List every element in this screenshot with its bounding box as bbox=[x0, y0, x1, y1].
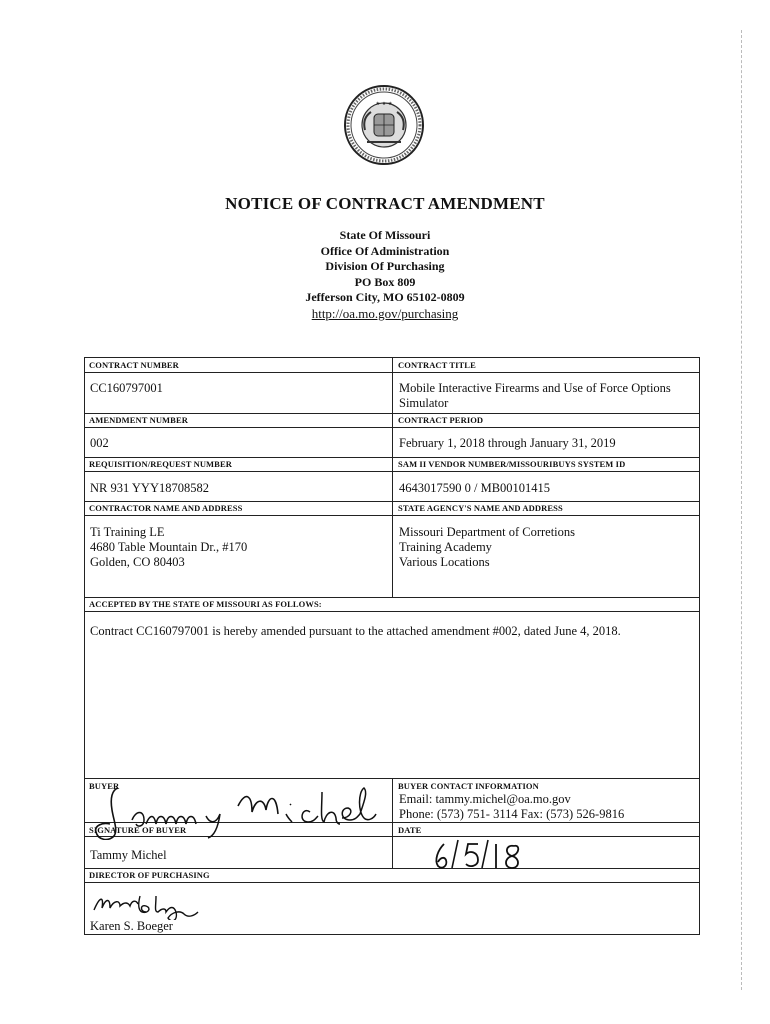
requisition-label: REQUISITION/REQUEST NUMBER bbox=[89, 459, 232, 469]
svg-text:★ ★ ★: ★ ★ ★ bbox=[375, 101, 393, 107]
page-title: NOTICE OF CONTRACT AMENDMENT bbox=[225, 194, 545, 213]
buyer-name: Tammy Michel bbox=[90, 848, 167, 862]
contractor-address bbox=[90, 525, 247, 570]
issuer-address bbox=[0, 228, 770, 321]
buyer-label: BUYER bbox=[89, 781, 120, 791]
accepted-text: Contract CC160797001 is hereby amended pursuant to the attached amendment #002, dated June 4, 2018. bbox=[90, 624, 621, 638]
divider bbox=[84, 882, 700, 883]
vendor-number-label: SAM II VENDOR NUMBER/MISSOURIBUYS SYSTEM ID bbox=[398, 459, 626, 469]
director-label: DIRECTOR OF PURCHASING bbox=[89, 870, 210, 880]
divider bbox=[84, 597, 700, 598]
contract-period-label: CONTRACT PERIOD bbox=[398, 415, 484, 425]
address-line: Office Of Administration bbox=[320, 243, 450, 258]
amendment-number-label: AMENDMENT NUMBER bbox=[89, 415, 188, 425]
contractor-line: Golden, CO 80403 bbox=[90, 555, 185, 569]
signature-of-buyer-label: SIGNATURE OF BUYER bbox=[89, 825, 187, 835]
state-seal bbox=[343, 84, 425, 166]
column-divider bbox=[392, 778, 393, 868]
divider bbox=[84, 868, 700, 869]
director-signature bbox=[90, 890, 200, 920]
address-line: State Of Missouri bbox=[339, 228, 431, 242]
vendor-number-value: 4643017590 0 / MB00101415 bbox=[399, 481, 551, 495]
address-line: PO Box 809 bbox=[354, 274, 416, 289]
agency-address bbox=[399, 525, 575, 570]
address-line: Jefferson City, MO 65102-0809 bbox=[305, 290, 465, 304]
agency-label: STATE AGENCY'S NAME AND ADDRESS bbox=[398, 503, 563, 513]
requisition-value: NR 931 YYY18708582 bbox=[90, 481, 209, 495]
contract-period-value: February 1, 2018 through January 31, 2019 bbox=[399, 436, 616, 450]
date-label: DATE bbox=[398, 825, 422, 835]
purchasing-link[interactable]: http://oa.mo.gov/purchasing bbox=[311, 305, 459, 321]
accepted-label: ACCEPTED BY THE STATE OF MISSOURI AS FOLLOWS: bbox=[89, 599, 322, 609]
contract-title-value: Mobile Interactive Firearms and Use of Force Options Simulator bbox=[399, 381, 671, 410]
buyer-email[interactable]: Email: tammy.michel@oa.mo.gov bbox=[399, 792, 571, 806]
contract-title-label: CONTRACT TITLE bbox=[398, 360, 476, 370]
contract-number-label: CONTRACT NUMBER bbox=[89, 360, 179, 370]
agency-line: Training Academy bbox=[399, 540, 492, 554]
buyer-phone: Phone: (573) 751- 3114 Fax: (573) 526-9816 bbox=[399, 807, 625, 821]
agency-line: Various Locations bbox=[399, 555, 490, 569]
contract-number-value: CC160797001 bbox=[90, 381, 163, 395]
address-line: Division Of Purchasing bbox=[325, 259, 445, 273]
amendment-number-value: 002 bbox=[90, 436, 109, 450]
scan-edge bbox=[741, 30, 744, 990]
column-divider bbox=[392, 357, 393, 597]
director-name: Karen S. Boeger bbox=[90, 919, 173, 933]
contractor-line: Ti Training LE bbox=[90, 525, 165, 539]
handwritten-date bbox=[430, 838, 530, 872]
contractor-label: CONTRACTOR NAME AND ADDRESS bbox=[89, 503, 243, 513]
divider bbox=[84, 611, 700, 612]
contractor-line: 4680 Table Mountain Dr., #170 bbox=[90, 540, 248, 554]
buyer-contact-label: BUYER CONTACT INFORMATION bbox=[398, 781, 539, 791]
agency-line: Missouri Department of Corretions bbox=[399, 525, 576, 539]
